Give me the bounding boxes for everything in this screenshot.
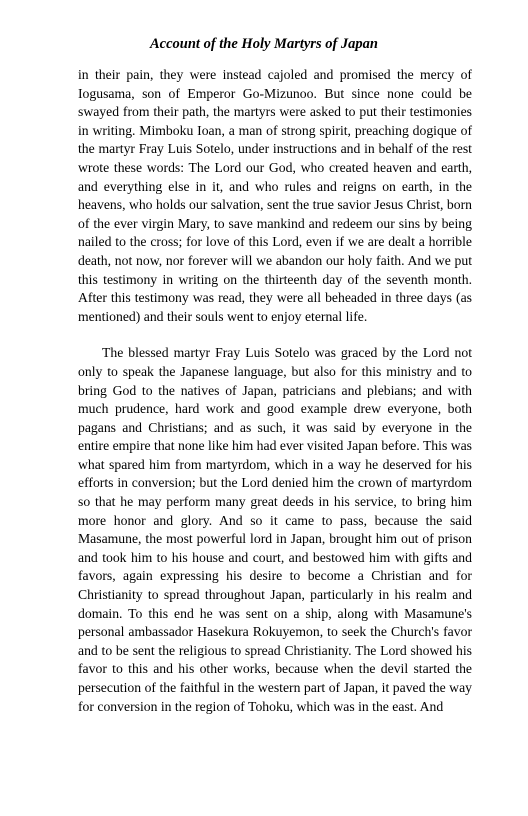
body-text	[78, 66, 472, 716]
running-head: Account of the Holy Martyrs of Japan	[150, 36, 378, 52]
paragraph-continuation: in their pain, they were instead cajoled and promised the mercy of Iogusama, son of Emperor Go-Mizunoo. But since none could be swayed from their path, the martyrs were asked to put their testimonies in writing. Mimboku Ioan, a man of strong spirit, preaching dogique of the martyr Fray Luis Sotelo, under instructions and in behalf of the rest wrote these words: The Lord our God, who created heaven and earth, and everything else in it, and who rules and reigns on earth, in the heavens, who holds our salvation, sent the true savior Jesus Christ, born of the ever virgin Mary, to save mankind and redeem our sins by being nailed to the cross; for love of this Lord, even if we are dealt a horrible death, not now, nor forever will we abandon our holy faith. And we put this testimony in writing on the thirteenth day of the seventh month. After this testimony was read, they were all beheaded in three days (as mentioned) and their souls went to enjoy eternal life.	[78, 67, 472, 324]
paragraph-sotelo: The blessed martyr Fray Luis Sotelo was graced by the Lord not only to speak the Japanese language, but also for this ministry and to bring God to the natives of Japan, patricians and plebians; and with much prudence, hard work and good example drew everyone, both pagans and Christians; and as such, it was said by everyone in the entire empire that none like him had ever visited Japan before. This was what spared him from martyrdom, which in a way he deserved for his efforts in conversion; but the Lord denied him the crown of martyrdom so that he may perform many great deeds in his service, to bring him more honor and glory. And so it came to pass, because the said Masamune, the most powerful lord in Japan, brought him out of prison and took him to his house and court, and bestowed him with gifts and favors, again expressing his desire to become a Christian and for Christianity to spread throughout Japan, particularly in his realm and domain. To this end he was sent on a ship, along with Masamune's personal ambassador Hasekura Rokuyemon, to seek the Church's favor and to be sent the religious to spread Christianity. The Lord showed his favor to this and his other works, because when the devil started the persecution of the faithful in the western part of Japan, it paved the way for conversion in the region of Tohoku, which was in the east. And	[78, 345, 472, 714]
